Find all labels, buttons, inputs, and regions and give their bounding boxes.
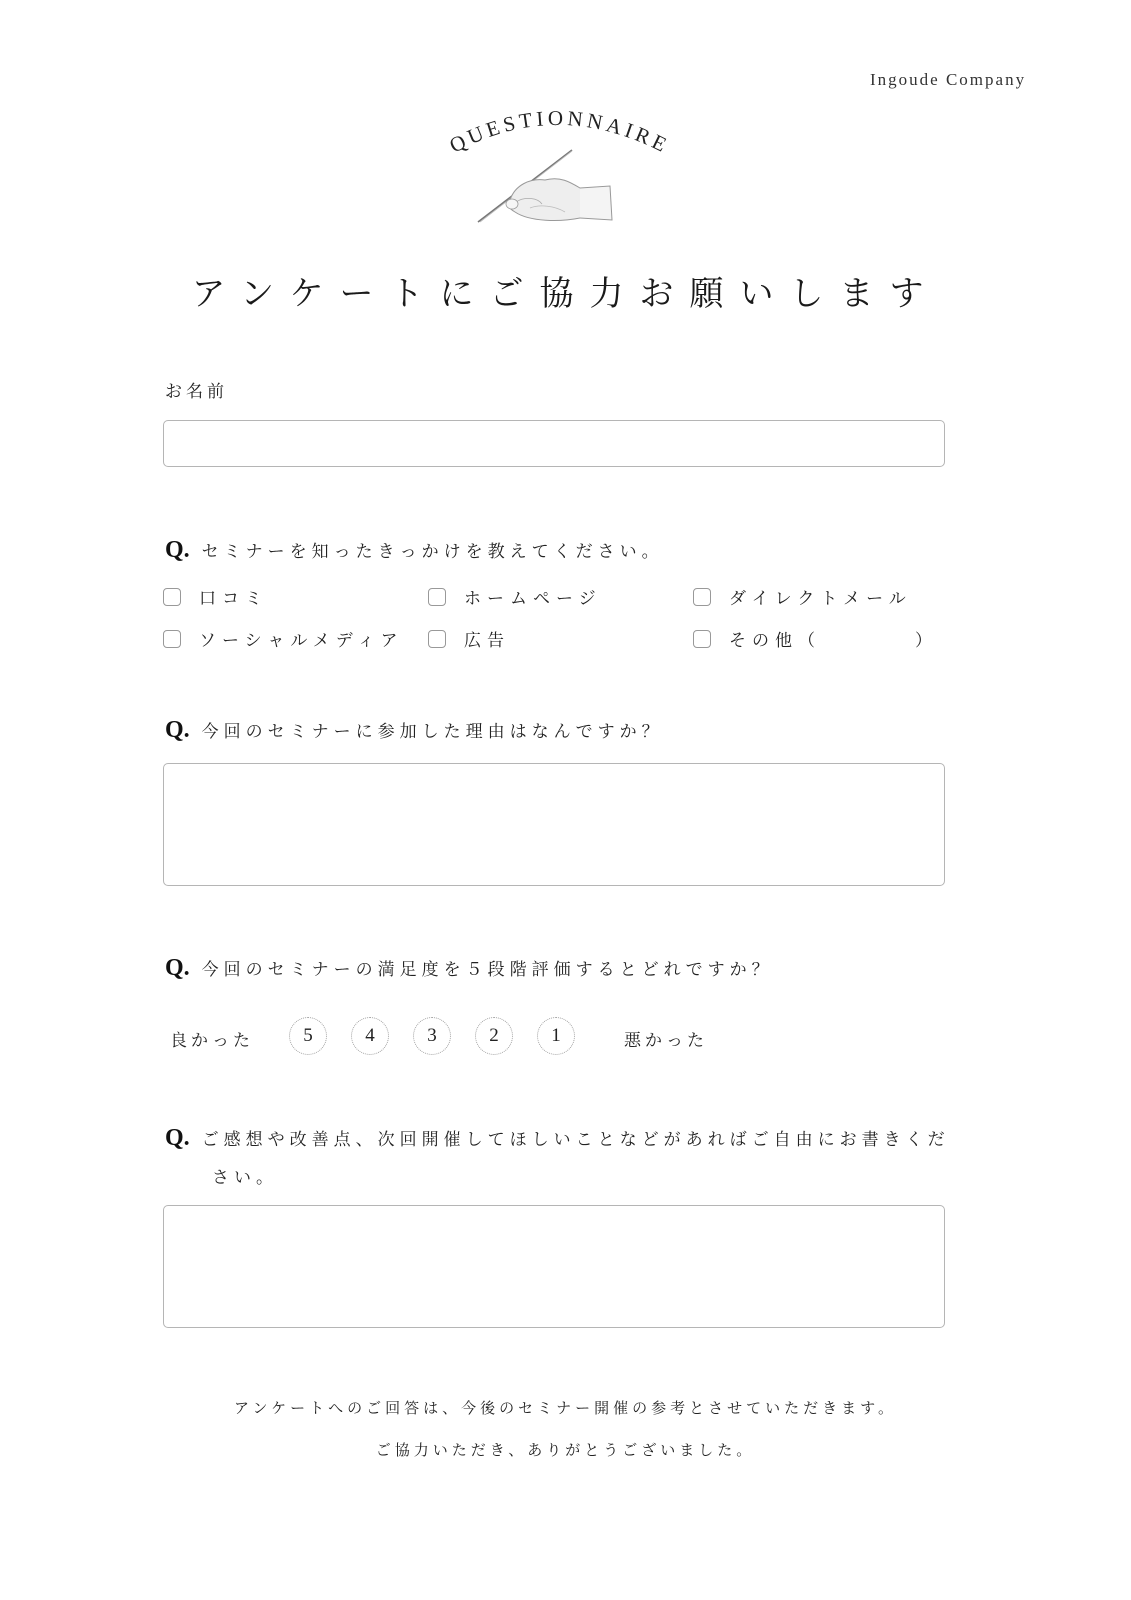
name-input[interactable] — [163, 420, 945, 467]
question-text: セミナーを知ったきっかけを教えてください。 — [201, 542, 664, 562]
checkbox-option-advertisement[interactable] — [428, 626, 510, 651]
svg-text:QUESTIONNAIRE: QUESTIONNAIRE — [445, 105, 674, 159]
question-2 — [165, 717, 664, 744]
question-4 — [165, 1125, 950, 1152]
name-label: お名前 — [165, 382, 228, 402]
question-text: 今回のセミナーの満足度を５段階評価するとどれですか？ — [201, 960, 774, 980]
rating-right-label: 悪かった — [624, 1031, 708, 1051]
company-name: Ingoude Company — [870, 70, 1027, 89]
rating-option-3[interactable] — [413, 1017, 451, 1055]
quill-hand-icon — [420, 90, 700, 240]
question-marker: Q. — [165, 717, 190, 743]
rating-left-label: 良かった — [170, 1031, 254, 1051]
checkbox-option-kuchikomi[interactable] — [163, 584, 268, 609]
question-4-continued — [212, 1163, 278, 1188]
page-title: アンケートにご協力お願いします — [191, 274, 940, 314]
rating-value: 5 — [303, 1025, 313, 1046]
footer-thanks: ご協力いただき、ありがとうございました。 — [375, 1441, 756, 1459]
checkbox-label: ホームページ — [464, 589, 602, 609]
checkbox-option-direct-mail[interactable] — [693, 584, 912, 609]
checkbox-label: ダイレクトメール — [729, 589, 912, 609]
rating-option-4[interactable] — [351, 1017, 389, 1055]
comments-textarea[interactable] — [163, 1205, 945, 1328]
checkbox[interactable] — [428, 588, 446, 606]
question-text: さい。 — [212, 1168, 278, 1188]
checkbox[interactable] — [693, 630, 711, 648]
question-text: ご感想や改善点、次回開催してほしいことなどがあればご自由にお書きくだ — [201, 1130, 950, 1150]
rating-option-1[interactable] — [537, 1017, 575, 1055]
checkbox[interactable] — [428, 630, 446, 648]
checkbox-label: その他（ — [729, 631, 821, 651]
reason-textarea[interactable] — [163, 763, 945, 886]
rating-option-2[interactable] — [475, 1017, 513, 1055]
rating-value: 4 — [365, 1025, 375, 1046]
checkbox[interactable] — [163, 588, 181, 606]
question-text: 今回のセミナーに参加した理由はなんですか？ — [201, 722, 664, 742]
question-marker: Q. — [165, 1125, 190, 1151]
question-1 — [165, 537, 664, 564]
rating-value: 3 — [427, 1025, 437, 1046]
question-marker: Q. — [165, 537, 190, 563]
checkbox-label: 広告 — [464, 631, 510, 651]
footer-note: アンケートへのご回答は、今後のセミナー開催の参考とさせていただきます。 — [234, 1399, 897, 1417]
rating-value: 1 — [551, 1025, 561, 1046]
question-marker: Q. — [165, 955, 190, 981]
checkbox-option-homepage[interactable] — [428, 584, 602, 609]
rating-value: 2 — [489, 1025, 499, 1046]
questionnaire-logo — [420, 90, 700, 240]
checkbox-option-social-media[interactable] — [163, 626, 403, 651]
checkbox[interactable] — [693, 588, 711, 606]
checkbox-label: 口コミ — [199, 589, 268, 609]
question-3 — [165, 955, 774, 982]
checkbox-label-close: ） — [915, 631, 938, 651]
checkbox-label: ソーシャルメディア — [199, 631, 404, 651]
checkbox[interactable] — [163, 630, 181, 648]
checkbox-option-other[interactable] — [693, 626, 938, 651]
rating-option-5[interactable] — [289, 1017, 327, 1055]
